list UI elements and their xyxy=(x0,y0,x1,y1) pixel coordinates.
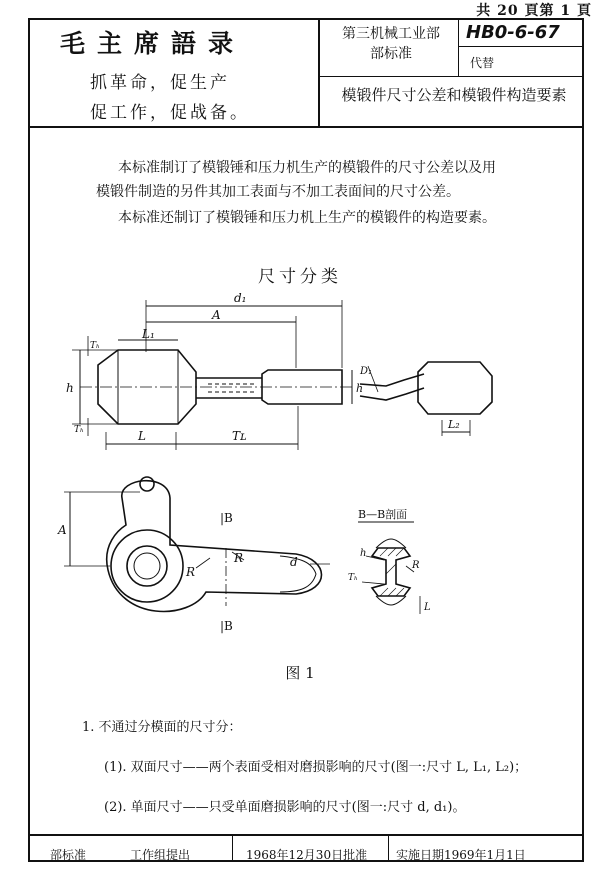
item-1-2: (2). 单面尺寸——只受单面磨损影响的尺寸(图一:尺寸 d, d₁)。 xyxy=(104,800,466,815)
label-r2: R xyxy=(234,551,244,565)
hatch-7 xyxy=(396,588,404,596)
motto-line-2: 促工作，促战备。 xyxy=(90,103,250,123)
section-top-arc xyxy=(376,539,406,548)
lever-hub-outer xyxy=(111,530,183,602)
label-sec-th: Tₕ xyxy=(348,573,358,583)
label-section: B—B剖面 xyxy=(358,508,408,521)
label-d1-side: D₁ xyxy=(360,366,373,377)
label-r1: R xyxy=(186,565,196,579)
standard-number: HB0-6-67 xyxy=(466,22,560,43)
page-counter: 共 20 頁第 1 頁 xyxy=(476,3,592,19)
label-b-top: |B xyxy=(220,511,233,525)
motto-line-1: 抓革命，促生产 xyxy=(90,73,230,93)
lever-top-hole xyxy=(140,477,154,491)
label-sec-h: h xyxy=(360,548,367,559)
hatch-3 xyxy=(396,548,404,556)
label-tl: Tʟ xyxy=(232,429,247,443)
section-bottom-arc xyxy=(376,596,406,605)
label-h: h xyxy=(66,381,74,395)
label-sec-l: L xyxy=(424,602,431,613)
lever-tip-inner xyxy=(280,556,316,592)
hatch-1 xyxy=(380,548,388,556)
figure-caption: 图 1 xyxy=(285,664,315,682)
hatch-2 xyxy=(388,548,396,556)
label-d: d xyxy=(290,555,298,569)
label-th-bottom: Tₕ xyxy=(74,425,84,435)
section-hatching xyxy=(380,548,404,596)
label-sec-r: R xyxy=(412,560,420,571)
label-l2: L₂ xyxy=(448,418,460,431)
footer-effective: 实施日期1969年1月1日 xyxy=(396,848,526,862)
label-h-small: h xyxy=(356,382,364,395)
label-l: L xyxy=(138,429,146,443)
section-shape xyxy=(372,548,410,596)
sec-th-leader xyxy=(362,582,384,584)
ministry-line-1: 第三机械工业部 xyxy=(342,26,440,42)
hatch-4 xyxy=(386,564,396,574)
replaces-label: 代替 xyxy=(470,56,495,70)
lever-hub-inner xyxy=(127,546,167,586)
ministry-line-2: 部标准 xyxy=(370,46,412,62)
hatch-6 xyxy=(388,588,396,596)
label-a2: A xyxy=(58,523,67,537)
label-b-bottom: |B xyxy=(220,619,233,633)
footer-drafted-by: 工作组提出 xyxy=(130,848,191,862)
motto-title: 毛主席語录 xyxy=(60,29,246,58)
item-1: 1. 不通过分模面的尺寸分： xyxy=(82,720,242,735)
intro-line-3: 本标准还制订了模锻锤和压力机上生产的模锻件的构造要素。 xyxy=(118,210,496,226)
label-l1: L₁ xyxy=(142,327,155,341)
r1-leader xyxy=(196,558,210,568)
intro-line-1: 本标准制订了模锻锤和压力机生产的模锻件的尺寸公差以及用 xyxy=(118,160,496,176)
label-d1: d₁ xyxy=(234,291,247,305)
intro-line-2: 模锻件制造的另件其加工表面与不加工表面间的尺寸公差。 xyxy=(96,184,460,200)
side-view-shank-bottom xyxy=(360,388,424,400)
label-a: A xyxy=(212,308,221,322)
footer-approved: 1968年12月30日批准 xyxy=(246,848,368,862)
item-1-1: (1). 双面尺寸——两个表面受相对磨损影响的尺寸(图一:尺寸 L, L₁, L₂)； xyxy=(104,760,528,775)
label-th-top: Tₕ xyxy=(90,341,100,351)
section-title: 尺寸分类 xyxy=(258,267,342,287)
footer-issued-by: 部标准 xyxy=(50,848,87,862)
lever-hub-bore xyxy=(134,553,160,579)
hatch-5 xyxy=(380,588,388,596)
document-subject: 模锻件尺寸公差和模锻件构造要素 xyxy=(341,86,567,104)
side-view-head xyxy=(418,362,492,414)
